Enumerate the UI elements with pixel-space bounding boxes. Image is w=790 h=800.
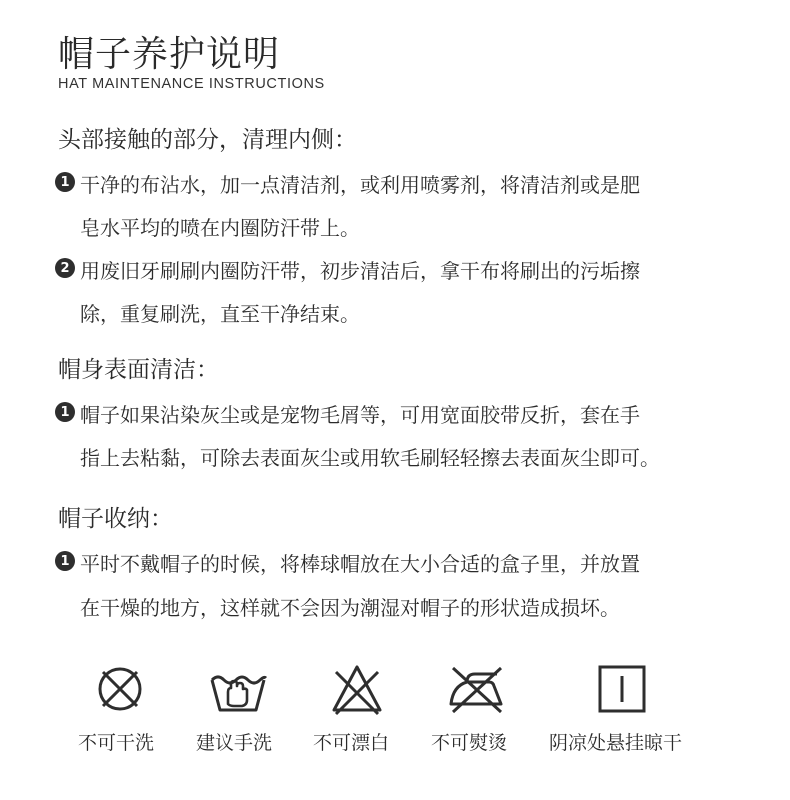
step-text-line: 干净的布沾水，加一点清洁剂，或利用喷雾剂，将清洁剂或是肥 — [80, 173, 640, 197]
step-text-line: 平时不戴帽子的时候，将棒球帽放在大小合适的盒子里，并放置 — [80, 552, 640, 576]
page-subtitle: HAT MAINTENANCE INSTRUCTIONS — [58, 76, 325, 92]
step-text-line: 帽子如果沾染灰尘或是宠物毛屑等，可用宽面胶带反折，套在手 — [80, 403, 640, 427]
section-heading-surface-cleaning: 帽身表面清洁： — [58, 357, 219, 383]
care-symbol-hand-wash — [206, 662, 270, 716]
page-title: 帽子养护说明 — [58, 34, 281, 75]
care-label: 不可干洗 — [78, 732, 155, 754]
care-label: 不可漂白 — [313, 732, 390, 754]
care-symbol-no-iron — [445, 662, 507, 716]
shade-hang-dry-icon — [596, 662, 648, 716]
step-text-line: 用废旧牙刷刷内圈防汗带，初步清洁后，拿干布将刷出的污垢擦 — [80, 259, 640, 283]
care-symbol-no-bleach — [330, 662, 384, 716]
step-number-badge: 2 — [55, 258, 75, 278]
no-bleach-icon — [330, 662, 384, 716]
no-iron-icon — [445, 662, 507, 716]
care-symbol-shade-hang-dry — [596, 662, 648, 716]
step-number-badge: 1 — [55, 172, 75, 192]
section-heading-storage: 帽子收纳： — [58, 506, 173, 532]
step-text-line: 皂水平均的喷在内圈防汗带上。 — [80, 216, 360, 240]
step-text-line: 在干燥的地方，这样就不会因为潮湿对帽子的形状造成损坏。 — [80, 596, 620, 620]
step-number-badge: 1 — [55, 551, 75, 571]
care-label: 不可熨烫 — [431, 732, 508, 754]
section-heading-inner-cleaning: 头部接触的部分，清理内侧： — [58, 127, 357, 153]
care-symbol-no-dry-clean — [93, 662, 147, 716]
step-text-line: 除，重复刷洗，直至干净结束。 — [80, 302, 360, 326]
step-number-badge: 1 — [55, 402, 75, 422]
care-label: 建议手洗 — [196, 732, 273, 754]
no-dry-clean-icon — [93, 662, 147, 716]
care-label: 阴凉处悬挂晾干 — [549, 732, 683, 754]
step-text-line: 指上去粘黏，可除去表面灰尘或用软毛刷轻轻擦去表面灰尘即可。 — [80, 446, 660, 470]
hand-wash-icon — [206, 662, 270, 716]
